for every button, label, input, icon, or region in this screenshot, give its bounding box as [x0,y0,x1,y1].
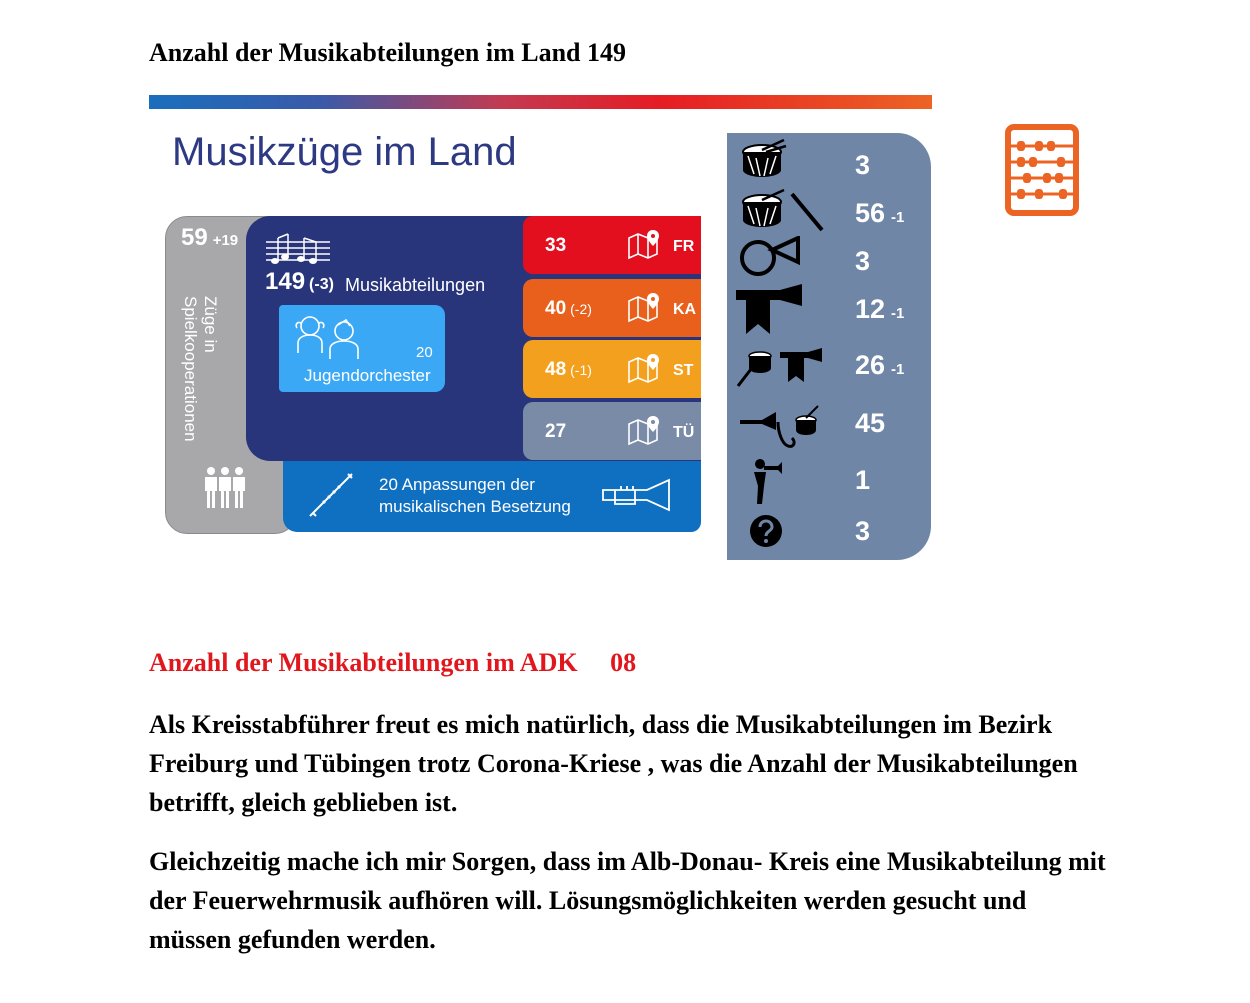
region-code: FR [673,238,695,255]
musikabteilungen-number: 149 [265,268,306,295]
page-heading: Anzahl der Musikabteilungen im Land 149 [149,38,627,67]
besetzung-line1: 20 Anpassungen der [379,475,535,494]
infographic-title: Musikzüge im Land [172,130,517,174]
instrument-delta: -1 [891,305,905,322]
instrument-count [855,516,876,547]
fanfare-trumpet-icon [734,284,806,339]
region-ka [523,279,701,337]
drum-and-flute-icon [740,188,826,239]
trumpet-icon [601,478,673,517]
besetzung-line2: musikalischen Besetzung [379,497,571,516]
drum-icon [740,138,788,187]
map-pin-icon [627,230,663,265]
region-number: 40 [545,298,567,319]
instrument-count [855,150,876,181]
region-tu [523,402,701,460]
region-number: 33 [545,235,567,256]
instrument-delta: -1 [891,209,905,226]
region-value [545,235,570,257]
instrument-number: 12 [855,294,886,324]
gradient-divider [149,95,932,109]
instrument-number: 45 [855,408,886,438]
instrument-count [855,350,904,381]
region-number: 27 [545,421,567,442]
instrument-delta: -1 [891,361,905,378]
region-code: TÜ [673,424,695,441]
besetzung-text [379,474,571,518]
region-code: KA [673,301,697,318]
map-pin-icon [627,416,663,451]
map-pin-icon [627,293,663,328]
region-value [545,359,592,381]
instrument-count [855,465,876,496]
map-pin-icon [627,354,663,389]
spielkooperationen-value [181,224,238,252]
spielkooperationen-delta: +19 [212,232,239,249]
brass-band-icon [736,402,822,457]
jugendorchester-label: Jugendorchester [304,366,431,385]
horn-icon [738,236,802,283]
spielkooperationen-label: Züge in Spielkooperationen [181,296,220,442]
jugendorchester-count: 20 [416,344,433,361]
drum-flute-fanfare-icon [736,346,826,393]
trumpet-player-icon [748,458,784,509]
instrument-number: 3 [855,150,871,180]
region-code: ST [673,362,694,379]
region-fr [523,216,701,274]
question-icon [749,514,783,553]
region-delta: (-1) [570,362,592,378]
adk-heading: Anzahl der Musikabteilungen im ADK 08 [149,648,637,677]
abacus-icon [1005,124,1079,221]
instrument-count [855,198,904,229]
instrument-number: 26 [855,350,886,380]
children-icon [290,313,370,368]
musikabteilungen-label: Musikabteilungen [345,275,486,295]
instrument-count [855,294,904,325]
musikabteilungen-delta: (-3) [309,276,334,293]
region-st [523,340,701,398]
region-value [545,421,570,443]
region-number: 48 [545,359,567,380]
spielkooperationen-number: 59 [181,224,208,251]
instrument-number: 3 [855,246,871,276]
instrument-number: 1 [855,465,871,495]
region-delta: (-2) [570,301,592,317]
flute-icon [306,470,356,525]
instrument-number: 3 [855,516,871,546]
instrument-count [855,408,891,439]
instrument-number: 56 [855,198,886,228]
paragraph-2: Gleichzeitig mache ich mir Sorgen, dass im Alb-Donau- Kreis eine Musikabteilung mit der Feuerwehrmusik aufhören will. Lösungsmöglichkeiten werden gesucht und müssen gefunden werden. [149,847,1106,954]
people-icon [201,466,249,515]
region-value [545,298,592,320]
paragraph-1: Als Kreisstabführer freut es mich natürlich, dass die Musikabteilungen im Bezirk Freiburg und Tübingen trotz Corona-Kriese , was die Anzahl der Musikabteilungen betrifft, gleich geblieben ist. [149,710,1078,817]
instrument-count [855,246,876,277]
musikabteilungen-value [265,268,334,296]
